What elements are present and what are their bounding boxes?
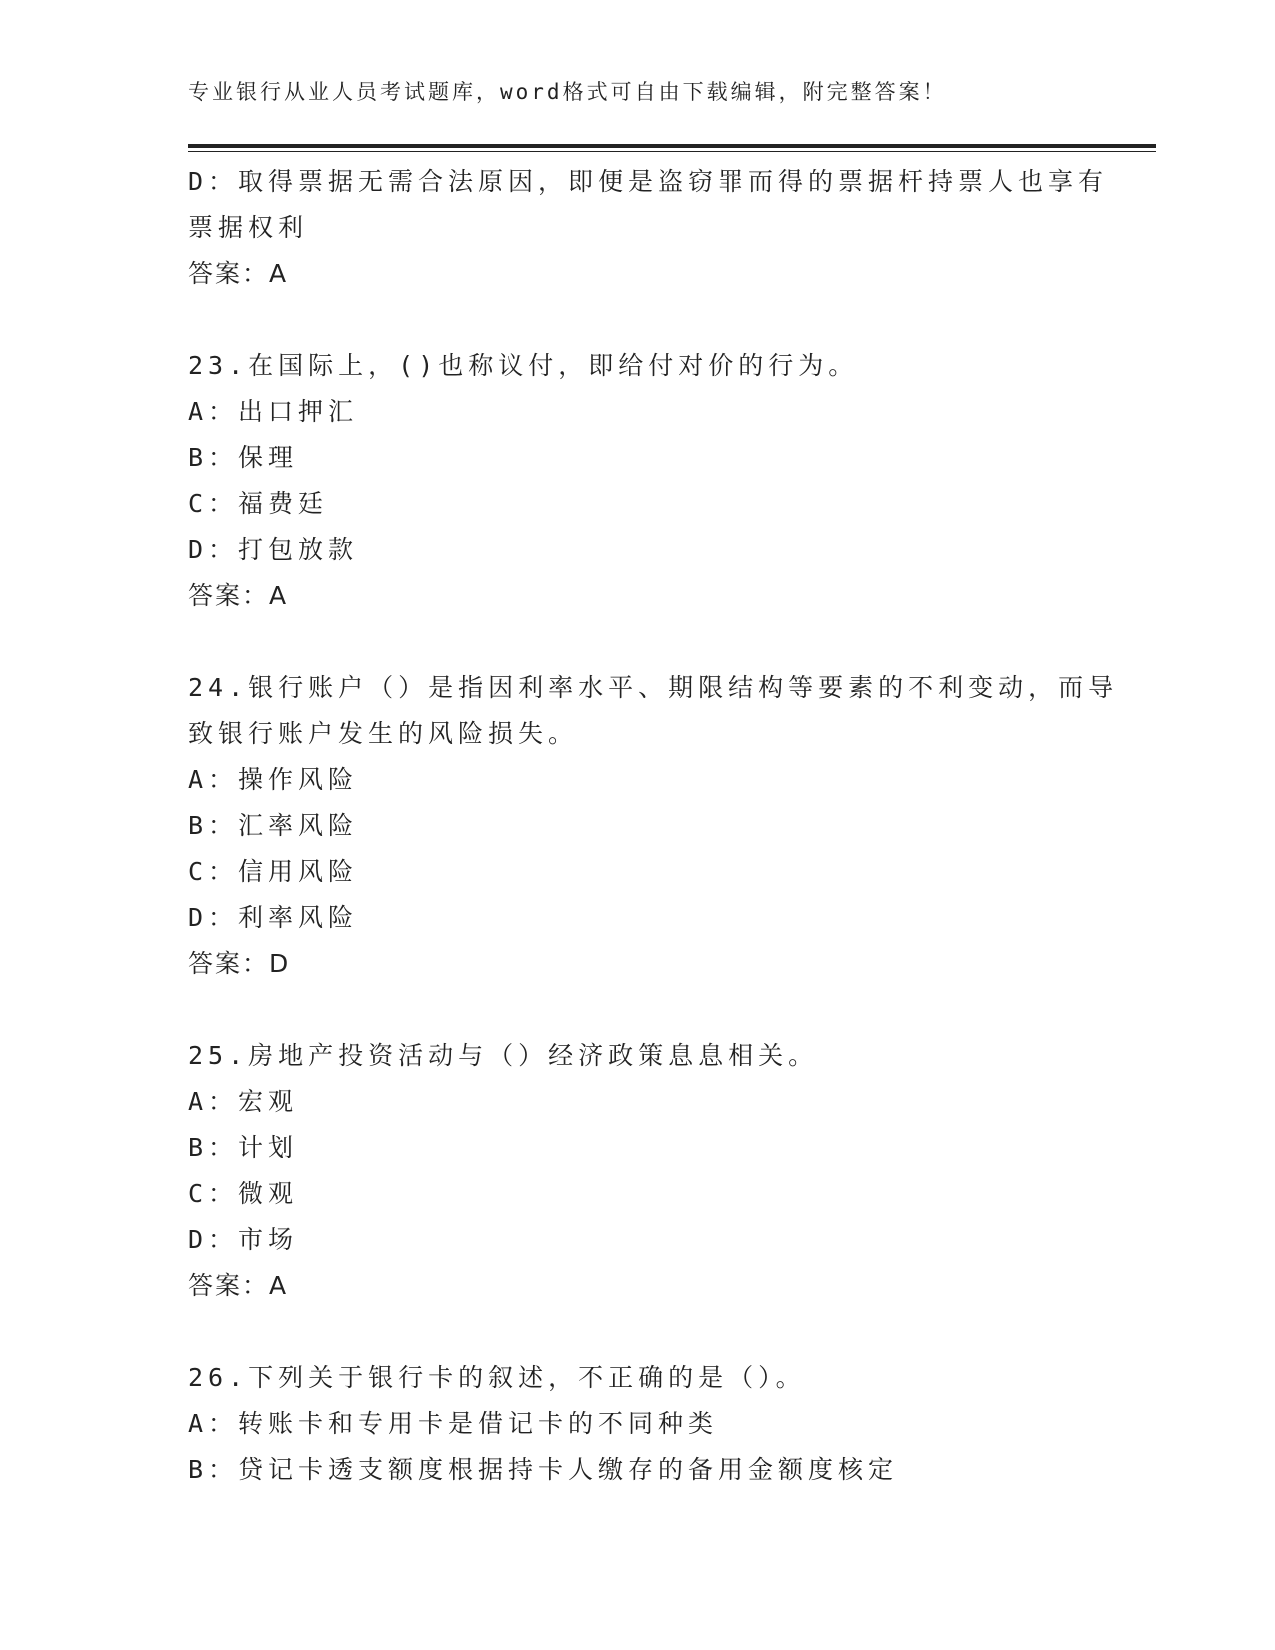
- option-c: C：微观: [188, 1179, 299, 1208]
- header-divider-thin: [188, 151, 1156, 152]
- option-c: C：福费廷: [188, 489, 329, 518]
- option-b: B：计划: [188, 1133, 299, 1162]
- answer-line: 答案：D: [188, 949, 291, 978]
- option-a: A：操作风险: [188, 765, 359, 794]
- question-stem: 25.房地产投资活动与（）经济政策息息相关。: [188, 1041, 819, 1070]
- question-stem: 24.银行账户（）是指因利率水平、期限结构等要素的不利变动，而导: [188, 673, 1119, 702]
- question-stem-continued: 致银行账户发生的风险损失。: [188, 719, 579, 748]
- option-d: D：市场: [188, 1225, 299, 1254]
- question-content: [188, 159, 1119, 1493]
- spacer: [188, 1309, 1088, 1355]
- option-b: B：汇率风险: [188, 811, 359, 840]
- option-b: B：贷记卡透支额度根据持卡人缴存的备用金额度核定: [188, 1455, 899, 1484]
- spacer: [188, 297, 1088, 343]
- option-b: B：保理: [188, 443, 299, 472]
- option-d: D：取得票据无需合法原因，即便是盗窃罪而得的票据杆持票人也享有: [188, 167, 1109, 196]
- spacer: [188, 987, 1088, 1033]
- option-d: D：利率风险: [188, 903, 359, 932]
- option-c: C：信用风险: [188, 857, 359, 886]
- answer-line: 答案：A: [188, 581, 289, 610]
- option-d: D：打包放款: [188, 535, 359, 564]
- option-d-continued: 票据权利: [188, 213, 309, 242]
- page-header: 专业银行从业人员考试题库，word格式可自由下载编辑，附完整答案！: [188, 80, 947, 104]
- question-stem: 26.下列关于银行卡的叙述，不正确的是（）。: [188, 1363, 806, 1392]
- option-a: A：出口押汇: [188, 397, 359, 426]
- question-stem: 23.在国际上，()也称议付，即给付对价的行为。: [188, 351, 859, 380]
- spacer: [188, 619, 1088, 665]
- header-divider-thick: [188, 144, 1156, 148]
- answer-line: 答案：A: [188, 259, 289, 288]
- option-a: A：宏观: [188, 1087, 299, 1116]
- answer-line: 答案：A: [188, 1271, 289, 1300]
- option-a: A：转账卡和专用卡是借记卡的不同种类: [188, 1409, 719, 1438]
